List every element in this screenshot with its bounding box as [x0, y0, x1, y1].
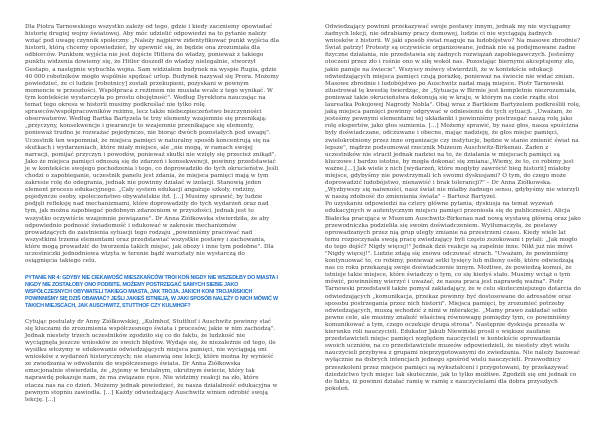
right-column-paragraph-2: Po uzyskaniu odpowiedzi na cztery główne pytania, dyskusja na temat wyzwań edukacyjnych w autentycznym miejscu pamięci przeniosła się do publiczności. Alicja Białecka pracująca w Muzeum Auschwitz-Birkenau nad nową wystawą główną oraz jako przewodniczka podzieliła się swoim doświadczeniem. Wytłumaczyła, że postawy oprowadzanych przez nią grup uległy zmianie na przestrzeni czasu. Kiedy wiele lat temu rozpoczynała swoją pracę zwiedzający byli często zszokowani i pytali: „Jak mogło do tego dojść? Nigdy więcej!" Jednak dziś reakcje są zupełnie inne. Nikt już nie mówi "Nigdy więcej!". Ludzie zdają się znowu odczuwać strach. "Uważam, że powinniśmy kontynuować to, co robimy, ponieważ setki tysięcy lub miliony osób, które odwiedzają nas co roku przekazują swoje doświadczenie innym. Możliwe, że powiedzą komuś, że istnieje takie miejsce, które świadczy o tym, co się kiedyś stało. Musimy wciąż o tym mówić, powinniśmy wierzyć i uważać, że nasza praca jest naprawdę ważna". Piotr Tarnowski przedstawił także pomysł zakładający, że w celu skuteczniejszego dotarcia do odwiedzających „komunikacja, przekaz powinny być dostosowane do adresatów oraz sposobu postrzegania przez nich historii". Miejsca pamięci, by zrozumieć potrzeby odwiedzających, muszą wchodzić z nimi w interakcje. „Mamy prawo zakładać sobie pewne cele, ale musimy znaleźć właściwą równowagę pomiędzy tym, co powinniśmy komunikować a tym, czego oczekuje druga strona". Następnie dyskusja przeszła w kierunku roli nauczycieli. Edukator Jakub Niewiński prosił o większe zaufanie przedstawicieli miejsc pamięci względem nauczycieli w kontekście oprowadzania swoich uczniów, na co przedstawiciele muzeów odpowiedzieli, że niestety zbyt wielu nauczycieli przybywa z grupami nieprzygotowanymi do zwiedzania. Nie należy bazować wyłącznie na dobrych intencjach jednego spośród wielu nauczycieli. Przewodnicy przeszkoleni przez miejsce pamięci są wykształceni i przygotowani, by przekazywać dziedzictwo tych miejsc tak skutecznie, jak to tylko możliwe. Zgodzili się oni jednak co do faktu, iż powinni działać ramię w ramię z nauczycielami dla dobra przyszłych pokoleń.: [325, 201, 581, 392]
right-column-paragraph-1: Odwiedzający powinni przekazywać swoje postawy innym, jednak my nie wyciągamy żadnych lekcji, nie odrabiamy pracy domowej, ludzie ci nie wyciągają żadnych wniosków z historii. W jaki sposób świat reaguje na ludobójstwo? Na masowe zbrodnie? Świat patrzy! Protesty są oczywiście organizowane, jednak nie są podejmowane żadne fizyczne działania, nie przedstawia się żadnych rozwiązań zapobiegawczych. Jesteśmy otoczeni przez zło i rośnie ono w siłę wokół nas. Pozostając biernymi akceptujemy zło, jakie panuje na świecie". Wszyscy mówcy stwierdzili, że w kontekście edukacji odwiedzających miejsca pamięci czują porażkę, ponieważ na świecie nie widać zmian. Masowe zbrodnie i ludobójstwo po Auschwitz nadal mają miejsce. Piotr Tarnowski zilustrował tę kwestię twierdząc, że „Sytuacja w Birmie jest kompletnie niezrozumiała, ponieważ takie okrucieństwa dokonują się w kraju, w którym na czele rządu stoi laureatka Pokojowej Nagrody Nobla". Obaj wraz z Bartkiem Bartyzelem podkreślili rolę, jaką miejsca pamięci powinny odgrywać w odniesieniu do tych sytuacji. „Uważam, że jesteśmy pewnymi elementami tej układanki i powinniśmy postrzegać naszą rolę jako rolę ekspertów, jako głos sumienia. [...] Możemy sprawić, by nasz głos, nasza spuścizna były doświadczane, odczuwane i obecne, mając nadzieję, że głos miejsc pamięci, zwielokrotniony przez inne organizacje czy instytucje, będzie w stanie zmienić świat na lepsze", mądrze podsumował rzecznik Muzeum Auschwitz-Birkenau. Żaden z uczestników nie stracił jednak nadziei na to, że działania w miejscach pamięci są kluczowe i bardzo istotne, by mogła dokonać się zmiana:„Wiemy, że to, co robimy jest ważne.[...] Jak wiele z nich [wydarzeń, które mogłyby zawrócić bieg historii] miałoby miejsce, gdybyśmy nie powstrzymali ich swoimi dyskusjami? O tym, do czego może doprowadzić ludobójstwo, nienawiść i brak tolerancji?" – Dr Anna Ziółkowska. „Wyzbywszy się naiwności, nasz świat nie miałby żadnego sensu, gdybyśmy nie wierzyli w naszą zdolność do zmieniania świata" – Bartosz Bartyzel.: [325, 24, 581, 201]
left-column-paragraph-1: Dla Piotra Tarnowskiego wszystko zależy od tego, gdzie i kiedy zaczniemy opowiadać historię drugiej wojny światowej. Aby móc udzielić odpowiedzi na to pytanie należy wziąć pod uwagę czynnik społeczny. „Należy najpierw zidentyfikować punkt wyjścia dla historii, którą chcemy opowiedzieć, by upewnić się, że będzie ona zrozumiała dla odbiorców. Punktem wyjścia nie jest dojście Hitlera do władzy, ponieważ z takiego punktu widzenia dowiemy się, że Hitler doszedł do władzy nielegalnie, stworzył Gestapo, a następnie wybuchła wojna. Sam widziałem budynek na wyspie Rugia, gdzie 40 000 robotników mogło wspólnie spędzać urlop. Budynek nazywał się Prora. Możemy powiedzieć, że ci ludzie [robotnicy] zostali przekupieni, pozyskani w pewnym momencie w przeszłości. Współpraca z reżimem nie musiała wcale z tego wynikać. W tym kontekście wystarczyła po prostu obojętność". Według Dyrektora nauczając na temat tego okresu w historii musimy podkreślać nie tylko rolę sprawców/współpracowników reżimu, lecz także niebezpieczeństwo bezczynności obserwatorów. Według Bartka Bartyzela te trzy elementy wzajemnie się przenikają: „przyczyny, konsekwencje i gwarancje to wzajemnie przenikające się elementy, ponieważ trudno je rozważać pojedynczo, nie biorąc dwóch pozostałych pod uwagę". Uczestnik ten wspomniał, że miejsca pamięci w naturalny sposób koncentrują się na skutkach i wydarzeniach, które miały miejsce, ale „nie mogą, w ramach swojej narracji, pomijać przyczyn i powodów, ponieważ skutki nie wzięły się przecież znikąd". Jako że miejsca pamięci odnoszą się do zdarzeń i konsekwencji, powinny przedstawiać je w kontekście swojego pochodzenia i tego, co doprowadziło do tych okrucieństw. Jeśli chodzi o zapobieganie, uczestnik panelu jest zdania, że miejsca pamięci mają w tym zakresie rolę do odegrania, jednak nie powinny działać w izolacji. Stanowią jeden element procesu edukacyjnego. „Cały system edukacji angażuje szkoły, rodziny, pojedyncze osoby, społeczeństwo obywatelskie itd. [...] Musimy sprawić, by ludzie podjęli refleksję nad mechanizmami, które doprowadziły do tych wydarzeń oraz nad tym, jak można zapobiegać podobnym zdarzeniom w przyszłości, jednak jest to wszystko oczywiście wzajemnie powiązane". Dr Anna Ziółkowska stwierdziła, że aby odpowiednio podnosić świadomość i edukować w zakresie mechanizmów prowadzących do zaistnienia sytuacji tego rodzaju „powinniśmy pracować nad wszystkimi trzema elementami oraz przedstawiać wszystkie postawy i zachowania, które mogą prowadzić do tworzenia takich miejsc, jak obozy i inne tym podobne". Dla uczestniczki jednodniowa wizyta w terenie bądź warsztaty nie wystarczą do osiągnięcia takiego celu.: [25, 24, 280, 265]
question-4-heading: PYTANIE NR 4: GDYBY NIE CIEKAWOŚĆ MIESZKAŃCÓW TROI KOŃ NIGDY NIE WSZEDŁBY DO MIASTA I NIGDY NIE ZOSTAŁOBY ONO PODBITE. MOŻEMY POSTRZEGAĆ SAMYCH SIEBIE JAKO WSPÓŁCZESNYCH OBYWATELI TAKIEGO MIASTA, JAK TROJA. JAKICH KONI TROJAŃSKICH POWINNIŚMY SIĘ DZIŚ OBAWIAĆ? JEŚLI JAKIEŚ ISTNIEJĄ, W JAKI SPOSÓB NALEŻY O NICH MÓWIĆ W TAKICH MIEJSCACH, JAK AUSCHWITZ, STUTTHOF CZY KULMHOF?: [25, 275, 278, 309]
left-column-paragraph-2: Cytując postulaty dr Anny Ziółkowskiej, „Kulmhof, Stutthof i Auschwitz powinny stać się kluczami do zrozumienia współczesnego świata i procesów, jakie w nim zachodzą". Jednak niestety trzech uczestników zgodziło się co do faktu, że ludzkość nie wyciągnęła jeszcze wniosków ze swoich błędów. Wydaje się, że niezależnie od tego, ile wysiłku włożymy w edukowanie odwiedzających miejsca pamięci, nie wyciągają oni wniosków z wydarzeń historycznych; nie stanowią one lekcji, które można by wynieść ze zwiedzania w odwołaniu do współczesnego świata. Dr Anna Ziółkowska emocjonalnie stwierdziła, że „żyjemy w brutalnym, okrutnym świecie, który tak naprawdę pokazuje nam, że ma związane ręce. Nie widzimy reakcji na zło, które otacza nas na co dzień. Możemy jednak powiedzieć, że nasza działalność edukacyjna w pewnym stopniu zawiodła. [...] Każdy odwiedzający Auschwitz winien odrobić swoją lekcję. [...]: [25, 318, 278, 403]
left-column: [25, 24, 279, 404]
right-column: [325, 24, 581, 393]
